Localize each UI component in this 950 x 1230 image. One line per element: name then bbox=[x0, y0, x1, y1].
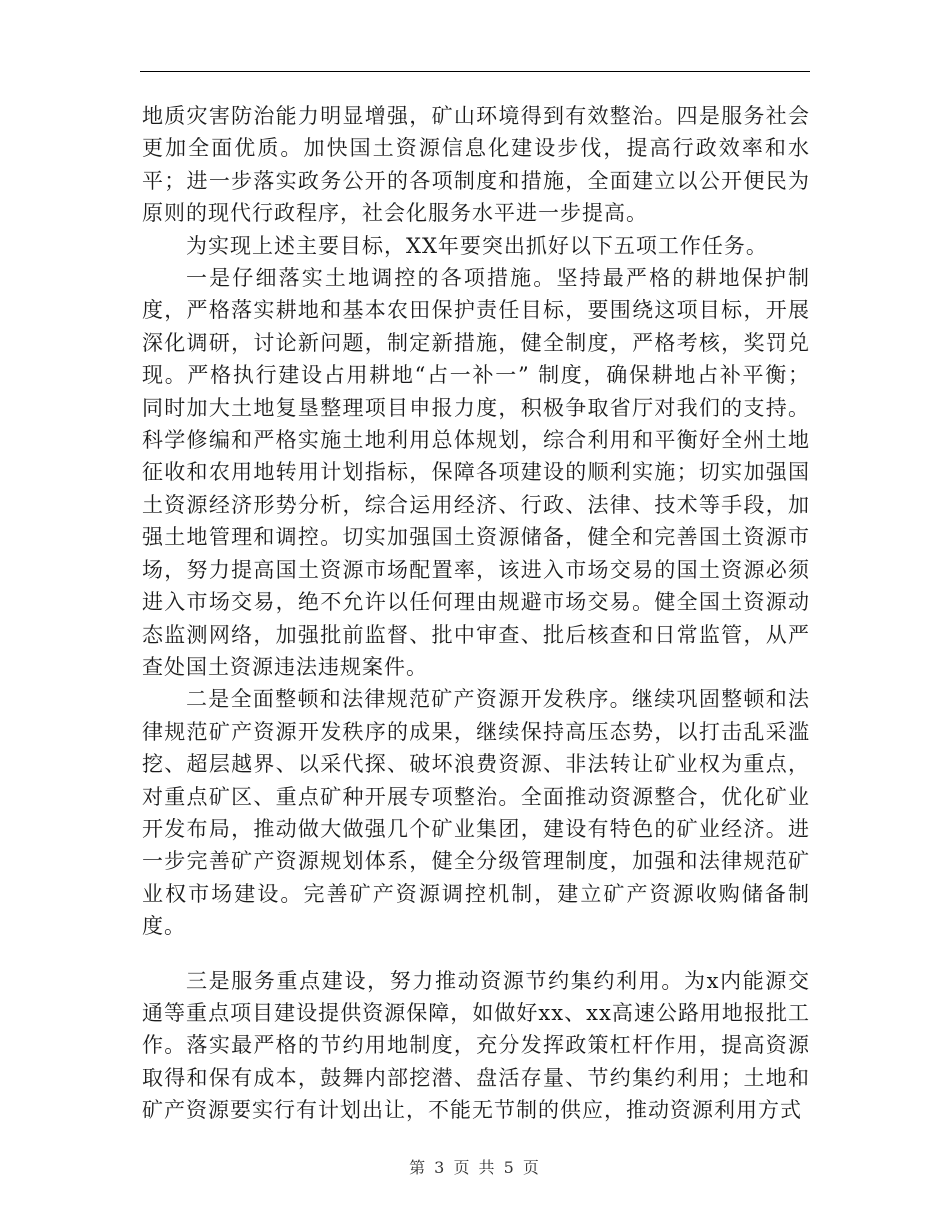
page-number-footer: 第 3 页 共 5 页 bbox=[409, 1158, 541, 1177]
paragraph-continued: 地质灾害防治能力明显增强，矿山环境得到有效整治。四是服务社会更加全面优质。加快国土资源信息化建设步伐，提高行政效率和水平；进一步落实政务公开的各项制度和措施，全面建立以公开便民为原则的现代行政程序，社会化服务水平进一步提高。 bbox=[142, 104, 810, 226]
header-rule bbox=[140, 71, 810, 72]
paragraph-task-two: 二是全面整顿和法律规范矿产资源开发秩序。继续巩固整顿和法律规范矿产资源开发秩序的成果，继续保持高压态势，以打击乱采滥挖、超层越界、以采代探、破坏浪费资源、非法转让矿业权为重点，对重点矿区、重点矿种开展专项整治。全面推动资源整合，优化矿业开发布局，推动做大做强几个矿业集团，建设有特色的矿业经济。进一步完善矿产资源规划体系，健全分级管理制度，加强和法律规范矿业权市场建设。完善矿产资源调控机制，建立矿产资源收购储备制度。 bbox=[142, 687, 810, 939]
paragraph-task-three: 三是服务重点建设，努力推动资源节约集约利用。为x内能源交通等重点项目建设提供资源保障，如做好xx、xx高速公路用地报批工作。落实最严格的节约用地制度，充分发挥政策杠杆作用，提高资源取得和保有成本，鼓舞内部挖潜、盘活存量、节约集约利用；土地和矿产资源要实行有计划出让，不能无节制的供应，推动资源利用方式 bbox=[142, 968, 810, 1123]
paragraph-task-one: 一是仔细落实土地调控的各项措施。坚持最严格的耕地保护制度，严格落实耕地和基本农田保护责任目标，要围绕这项目标，开展深化调研，讨论新问题，制定新措施，健全制度，严格考核，奖罚兑现。严格执行建设占用耕地“占一补一” 制度，确保耕地占补平衡；同时加大土地复垦整理项目申报力度，积极争取省厅对我们的支持。科学修编和严格实施土地利用总体规划，综合利用和平衡好全州土地征收和农用地转用计划指标，保障各项建设的顺利实施；切实加强国土资源经济形势分析，综合运用经济、行政、法律、技术等手段，加强土地管理和调控。切实加强国土资源储备，健全和完善国土资源市场，努力提高国土资源市场配置率，该进入市场交易的国土资源必须进入市场交易，绝不允许以任何理由规避市场交易。健全国土资源动态监测网络，加强批前监督、批中审查、批后核查和日常监管，从严查处国土资源违法违规案件。 bbox=[142, 266, 810, 679]
document-body bbox=[142, 100, 810, 1127]
paragraph-tasks-intro: 为实现上述主要目标，XX年要突出抓好以下五项工作任务。 bbox=[186, 233, 768, 258]
